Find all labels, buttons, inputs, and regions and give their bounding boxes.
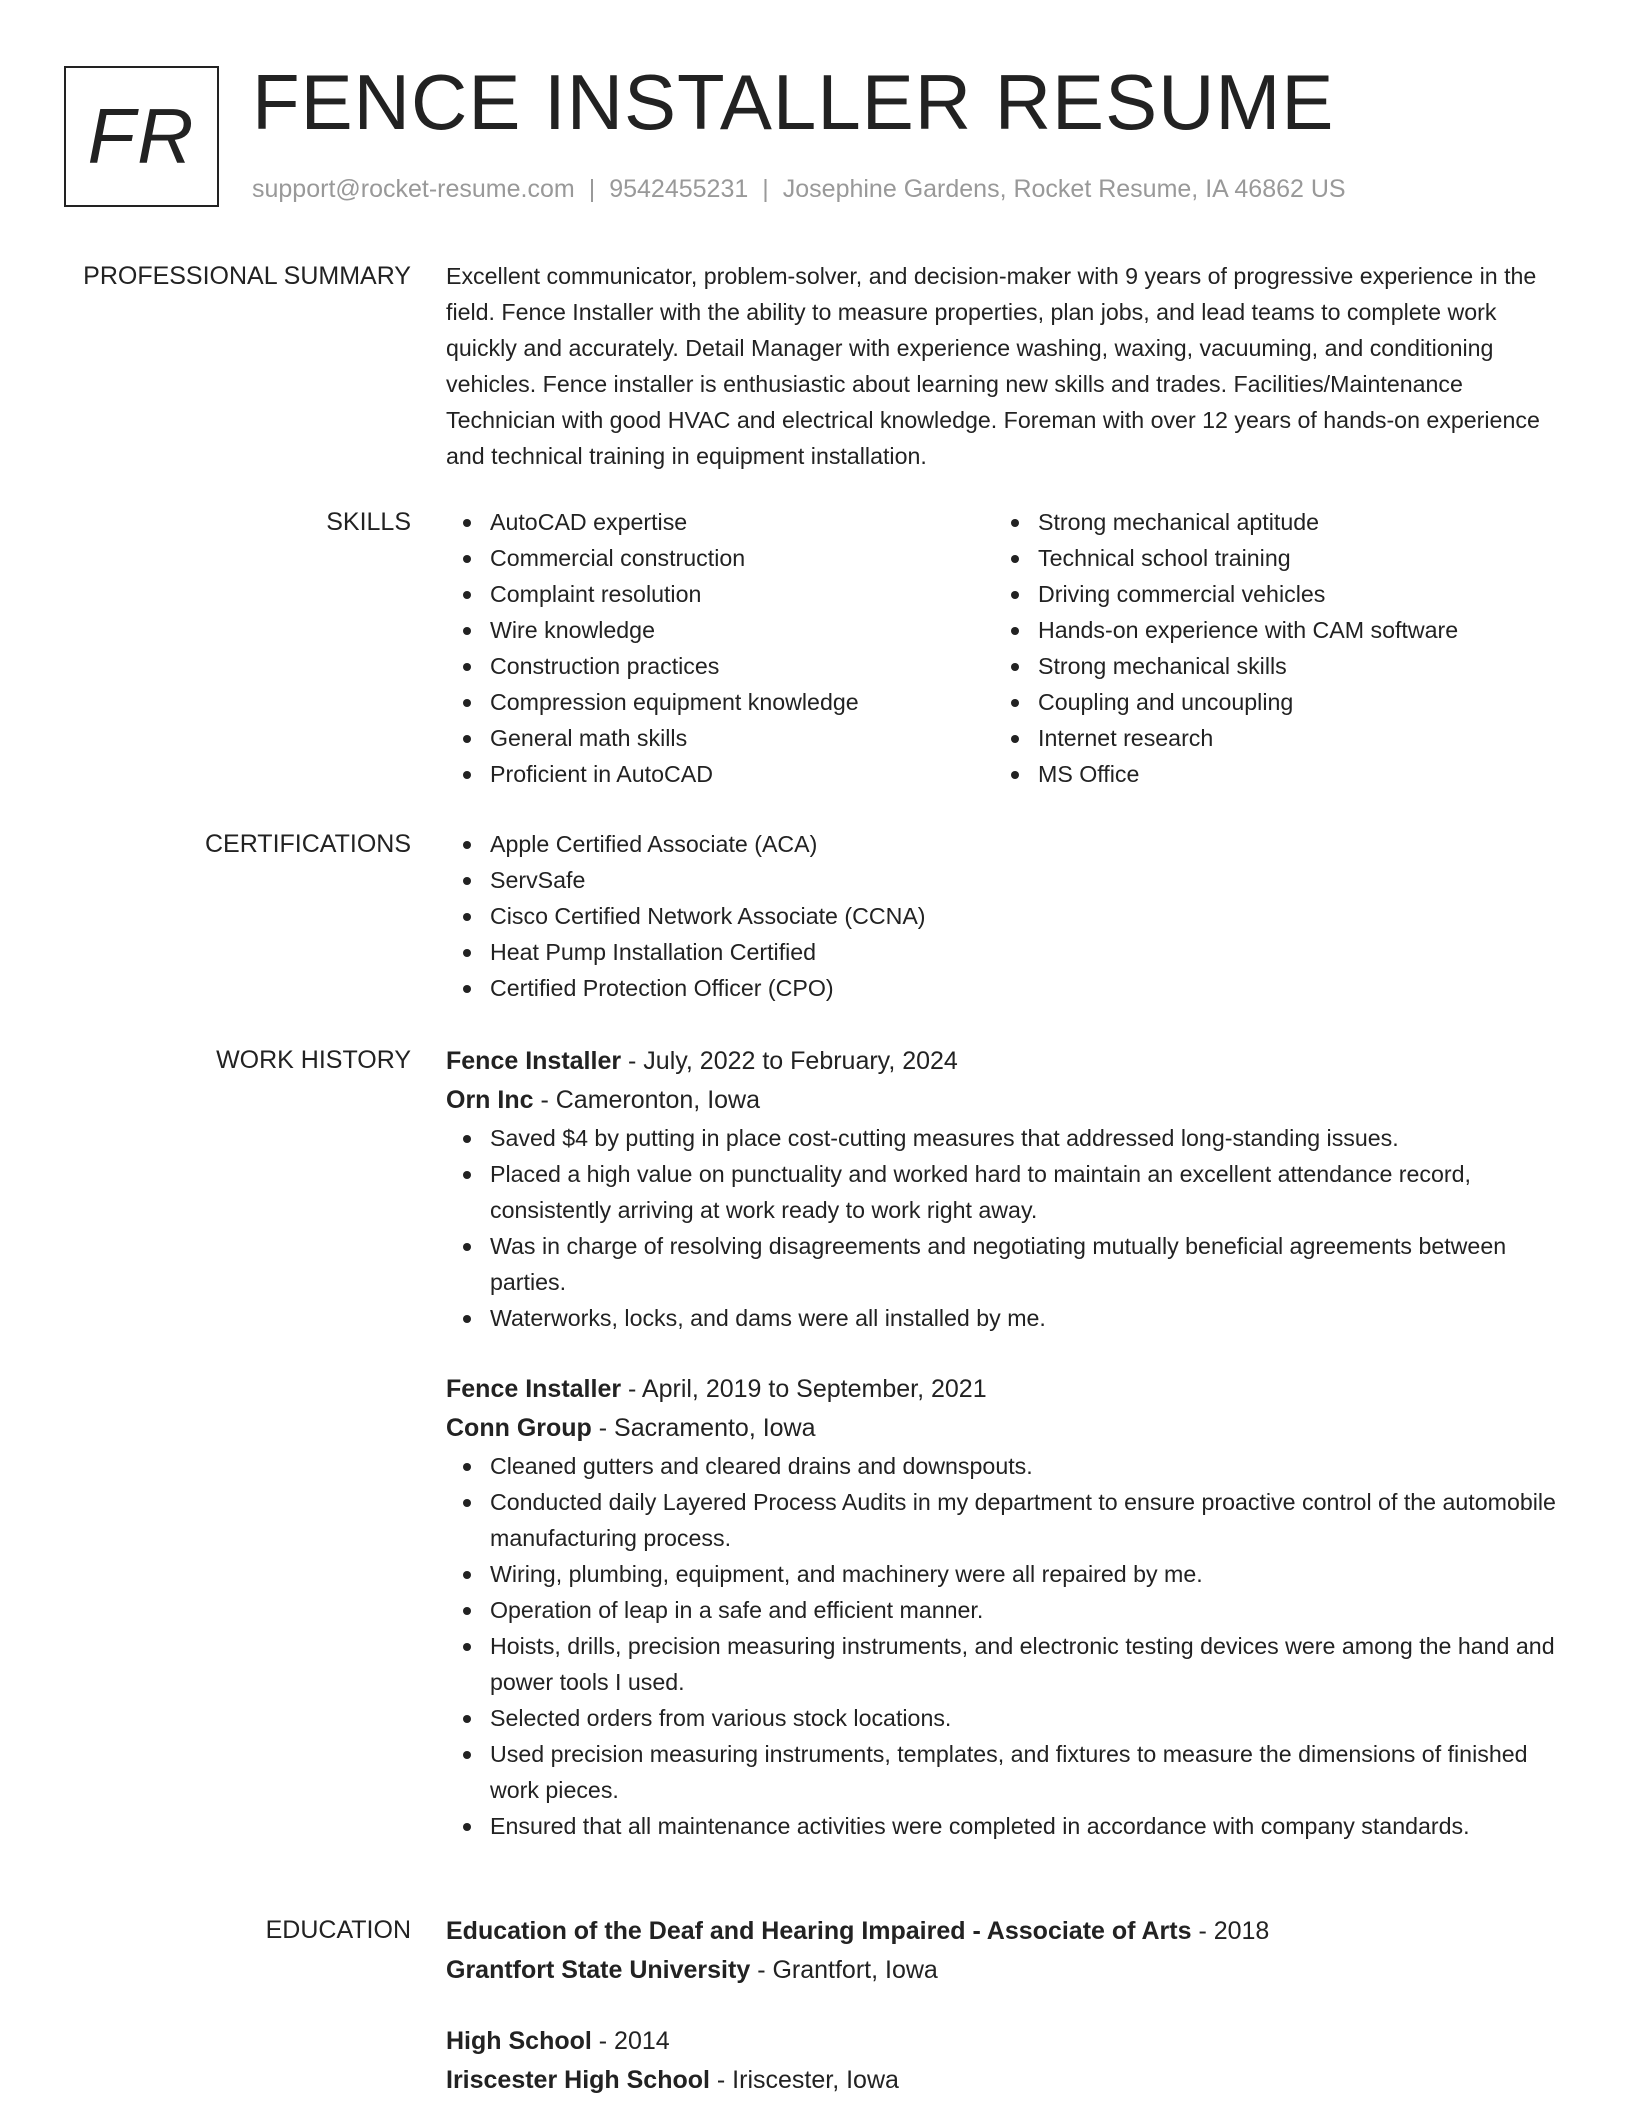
summary-text: Excellent communicator, problem-solver, and decision-maker with 9 years of progressive experience in the field. Fence Installer with the ability to measure properties, plan jobs, and lead teams to complete work quickly and accurately. Detail Manager with experience washing, waxing, vacuuming, and conditioning vehicles. Fence installer is enthusiastic about learning new skills and trades. Facilities/Maintenance Technician with good HVAC and electrical knowledge. Foreman with over 12 years of hands-on experience and technical training in equipment installation. xyxy=(446,263,1540,469)
job-duty: Cleaned gutters and cleared drains and downspouts. xyxy=(446,1448,1556,1484)
skill-item: Commercial construction xyxy=(446,540,994,576)
job-company-line xyxy=(446,1080,1556,1120)
job-location: - Sacramento, Iowa xyxy=(591,1414,816,1442)
skill-item: Driving commercial vehicles xyxy=(994,576,1542,612)
job-entry xyxy=(446,1042,1556,1336)
skill-item: Wire knowledge xyxy=(446,612,994,648)
certification-item: Apple Certified Associate (ACA) xyxy=(446,826,1556,862)
section-label-education: EDUCATION xyxy=(265,1916,411,1944)
skill-item: Proficient in AutoCAD xyxy=(446,756,994,792)
section-label-work-history: WORK HISTORY xyxy=(216,1046,411,1074)
job-duty: Hoists, drills, precision measuring instruments, and electronic testing devices were among the hand and power tools I used. xyxy=(446,1628,1556,1700)
certification-item: Certified Protection Officer (CPO) xyxy=(446,970,1556,1006)
contact-email: support@rocket-resume.com xyxy=(252,175,575,203)
job-duty: Ensured that all maintenance activities were completed in accordance with company standards. xyxy=(446,1808,1556,1844)
certification-item: Heat Pump Installation Certified xyxy=(446,934,1556,970)
job-company-line xyxy=(446,1408,1556,1448)
job-location: - Cameronton, Iowa xyxy=(533,1086,761,1114)
job-duty: Used precision measuring instruments, templates, and fixtures to measure the dimensions of finished work pieces. xyxy=(446,1736,1556,1808)
education-school-line xyxy=(446,1950,1556,1990)
certifications-list xyxy=(446,826,1556,1006)
job-company: Conn Group xyxy=(446,1414,592,1442)
job-duty: Conducted daily Layered Process Audits in my department to ensure proactive control of the automobile manufacturing process. xyxy=(446,1484,1556,1556)
job-title: Fence Installer xyxy=(446,1375,622,1403)
education-school: Grantfort State University xyxy=(446,1956,751,1984)
section-label-summary: PROFESSIONAL SUMMARY xyxy=(83,262,411,290)
job-duty: Saved $4 by putting in place cost-cutting measures that addressed long-standing issues. xyxy=(446,1120,1556,1156)
resume-title: FENCE INSTALLER RESUME xyxy=(252,58,1335,146)
education-location: - Iriscester, Iowa xyxy=(709,2066,899,2094)
section-label-skills: SKILLS xyxy=(326,508,411,536)
work-history-section xyxy=(0,1042,1632,1844)
job-duty: Selected orders from various stock locations. xyxy=(446,1700,1556,1736)
skill-item: MS Office xyxy=(994,756,1542,792)
contact-address: Josephine Gardens, Rocket Resume, IA 46862 US xyxy=(782,175,1346,203)
education-degree: Education of the Deaf and Hearing Impaired - Associate of Arts xyxy=(446,1917,1192,1945)
skill-item: Complaint resolution xyxy=(446,576,994,612)
education-entry xyxy=(446,1912,1556,1990)
certification-item: ServSafe xyxy=(446,862,1556,898)
job-header xyxy=(446,1042,1556,1080)
job-duties-list xyxy=(446,1448,1556,1844)
skill-item: Construction practices xyxy=(446,648,994,684)
contact-separator: | xyxy=(588,175,596,203)
skills-list-right xyxy=(994,504,1542,792)
education-entry xyxy=(446,2022,1556,2100)
skill-item: Technical school training xyxy=(994,540,1542,576)
job-duties-list xyxy=(446,1120,1556,1336)
skill-item: AutoCAD expertise xyxy=(446,504,994,540)
skills-section xyxy=(0,504,1632,792)
skill-item: Compression equipment knowledge xyxy=(446,684,994,720)
contact-separator: | xyxy=(762,175,769,203)
education-degree: High School xyxy=(446,2027,592,2055)
skills-list-left xyxy=(446,504,994,792)
education-location: - Grantfort, Iowa xyxy=(750,1956,938,1984)
education-school: Iriscester High School xyxy=(446,2066,710,2094)
education-section xyxy=(0,1912,1632,2100)
skill-item: Coupling and uncoupling xyxy=(994,684,1542,720)
education-school-line xyxy=(446,2060,1556,2100)
job-duty: Operation of leap in a safe and efficient manner. xyxy=(446,1592,1556,1628)
education-year: - 2014 xyxy=(591,2027,670,2055)
education-degree-line xyxy=(446,2022,1556,2060)
skill-item: Internet research xyxy=(994,720,1542,756)
job-company: Orn Inc xyxy=(446,1086,534,1114)
monogram-logo: FR xyxy=(64,66,219,207)
certifications-section xyxy=(0,826,1632,1006)
skill-item: Strong mechanical aptitude xyxy=(994,504,1542,540)
job-duty: Was in charge of resolving disagreements and negotiating mutually beneficial agreements between parties. xyxy=(446,1228,1556,1300)
skill-item: Hands-on experience with CAM software xyxy=(994,612,1542,648)
job-dates: - July, 2022 to February, 2024 xyxy=(621,1047,958,1075)
contact-line xyxy=(252,175,1346,204)
job-duty: Wiring, plumbing, equipment, and machinery were all repaired by me. xyxy=(446,1556,1556,1592)
job-title: Fence Installer xyxy=(446,1047,622,1075)
education-degree-line xyxy=(446,1912,1556,1950)
contact-phone: 9542455231 xyxy=(609,175,749,203)
skill-item: General math skills xyxy=(446,720,994,756)
job-dates: - April, 2019 to September, 2021 xyxy=(621,1375,987,1403)
job-entry xyxy=(446,1370,1556,1844)
job-header xyxy=(446,1370,1556,1408)
job-duty: Waterworks, locks, and dams were all installed by me. xyxy=(446,1300,1556,1336)
section-label-certifications: CERTIFICATIONS xyxy=(204,830,411,858)
job-duty: Placed a high value on punctuality and worked hard to maintain an excellent attendance record, consistently arriving at work ready to work right away. xyxy=(446,1156,1556,1228)
certification-item: Cisco Certified Network Associate (CCNA) xyxy=(446,898,1556,934)
skill-item: Strong mechanical skills xyxy=(994,648,1542,684)
summary-section xyxy=(0,258,1632,474)
education-year: - 2018 xyxy=(1191,1917,1270,1945)
